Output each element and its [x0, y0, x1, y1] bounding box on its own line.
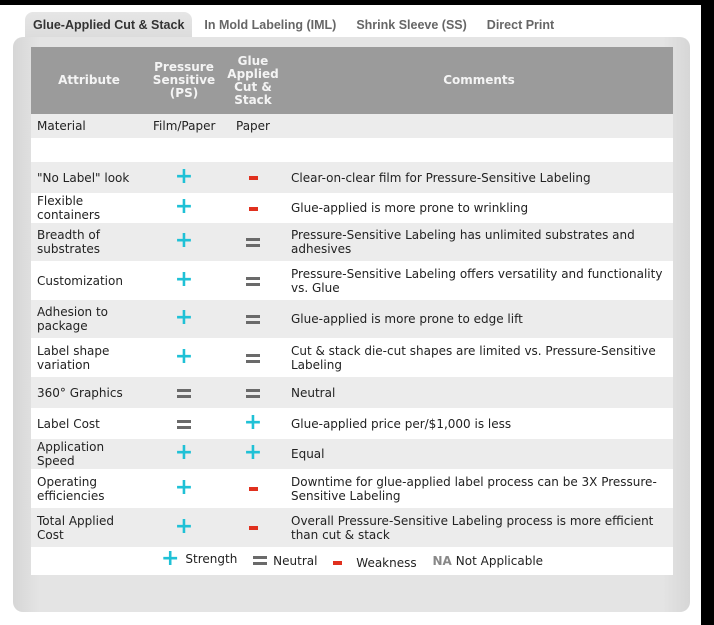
cell-glue-value: Paper — [221, 114, 285, 138]
cell-ps-rating — [147, 338, 221, 377]
tab-shrink-sleeve[interactable]: Shrink Sleeve (SS) — [356, 18, 467, 32]
tab-glue-applied-cut-stack[interactable]: Glue-Applied Cut & Stack — [25, 12, 192, 38]
cell-ps-value: Film/Paper — [147, 114, 221, 138]
cell-attribute: Material — [31, 114, 147, 138]
cell-attribute: "No Label" look — [31, 162, 147, 193]
minus-icon — [249, 176, 258, 180]
minus-icon — [249, 526, 258, 530]
na-icon: NA — [432, 554, 452, 568]
cell-glue-rating — [221, 408, 285, 439]
cell-glue-rating — [221, 508, 285, 547]
table-row — [31, 300, 673, 338]
header-ps-line: Pressure — [154, 60, 214, 74]
minus-icon — [249, 207, 258, 211]
cell-ps-rating — [147, 261, 221, 300]
cell-attribute: Label Cost — [31, 408, 147, 439]
cell-attribute: Breadth of substrates — [31, 223, 147, 261]
plus-icon: + — [174, 228, 194, 253]
table-row — [31, 162, 673, 193]
legend-strength: + Strength — [160, 546, 238, 571]
cell-ps-rating — [147, 439, 221, 469]
cell-ps-rating — [147, 508, 221, 547]
cell-comment: Glue-applied price per/$1,000 is less — [285, 408, 673, 439]
table-row — [31, 193, 673, 223]
equals-icon — [246, 277, 260, 286]
legend-neutral: Neutral — [253, 554, 317, 568]
plus-icon: + — [174, 163, 194, 189]
header-glue-line: Stack — [234, 92, 272, 107]
cell-attribute: Application Speed — [31, 439, 147, 469]
comparison-panel — [13, 37, 690, 612]
cell-ps-rating — [147, 469, 221, 508]
cell-attribute: 360° Graphics — [31, 377, 147, 408]
header-ps-line: Sensitive — [152, 73, 216, 87]
tab-in-mold-labeling[interactable]: In Mold Labeling (IML) — [204, 18, 337, 32]
plus-icon: + — [174, 343, 194, 369]
minus-icon — [333, 561, 342, 565]
header-glue-line: Glue — [237, 53, 269, 68]
plus-icon: + — [174, 305, 194, 330]
cell-glue-rating — [221, 377, 285, 408]
equals-icon — [246, 354, 260, 363]
plus-icon: + — [174, 194, 194, 219]
table-header-row — [31, 47, 673, 114]
cell-comment: Pressure-Sensitive Labeling offers versatility and functionality vs. Glue — [285, 261, 673, 300]
legend-not-applicable: NA Not Applicable — [432, 554, 544, 568]
table-row — [31, 508, 673, 547]
cell-glue-rating — [221, 469, 285, 508]
cell-ps-rating — [147, 223, 221, 261]
table-row — [31, 377, 673, 408]
cell-ps-rating — [147, 408, 221, 439]
equals-icon — [177, 420, 191, 429]
header-comments: Comments — [285, 47, 673, 114]
cell-attribute: Operating efficiencies — [31, 469, 147, 508]
header-pressure-sensitive — [147, 47, 221, 114]
tab-bar — [25, 12, 566, 38]
cell-comment — [285, 114, 673, 138]
plus-icon: + — [174, 266, 194, 292]
table-row — [31, 261, 673, 300]
equals-icon — [246, 389, 260, 398]
cell-ps-rating — [147, 193, 221, 223]
table-spacer-row — [31, 138, 673, 162]
table-row — [31, 439, 673, 469]
equals-icon — [246, 315, 260, 324]
plus-icon: + — [160, 546, 180, 571]
cell-glue-rating — [221, 162, 285, 193]
cell-comment: Cut & stack die-cut shapes are limited vs. Pressure-Sensitive Labeling — [285, 338, 673, 377]
tab-direct-print[interactable]: Direct Print — [486, 18, 555, 32]
plus-icon: + — [174, 440, 194, 465]
plus-icon: + — [174, 513, 194, 539]
cell-glue-rating — [221, 261, 285, 300]
cell-comment: Neutral — [285, 377, 673, 408]
header-glue-applied — [221, 47, 285, 114]
cell-attribute: Flexible containers — [31, 193, 147, 223]
cell-glue-rating — [221, 193, 285, 223]
cell-glue-rating — [221, 300, 285, 338]
cell-comment: Glue-applied is more prone to edge lift — [285, 300, 673, 338]
cell-attribute: Label shape variation — [31, 338, 147, 377]
cell-comment: Glue-applied is more prone to wrinkling — [285, 193, 673, 223]
table-row-material — [31, 114, 673, 138]
cell-comment: Downtime for glue-applied label process can be 3X Pressure-Sensitive Labeling — [285, 469, 673, 508]
header-glue-line: Cut & — [234, 79, 272, 94]
header-attribute: Attribute — [31, 47, 147, 114]
header-ps-line: (PS) — [169, 86, 199, 100]
plus-icon: + — [243, 409, 263, 435]
plus-icon: + — [174, 474, 194, 500]
equals-icon — [253, 556, 267, 565]
cell-attribute: Customization — [31, 261, 147, 300]
cell-glue-rating — [221, 338, 285, 377]
minus-icon — [249, 487, 258, 491]
cell-ps-rating — [147, 300, 221, 338]
cell-attribute: Total Applied Cost — [31, 508, 147, 547]
plus-icon: + — [243, 440, 263, 465]
cell-attribute: Adhesion to package — [31, 300, 147, 338]
legend-weakness: Weakness — [333, 556, 416, 570]
cell-glue-rating — [221, 223, 285, 261]
table-row — [31, 469, 673, 508]
page-canvas — [0, 5, 701, 625]
cell-comment: Overall Pressure-Sensitive Labeling process is more efficient than cut & stack — [285, 508, 673, 547]
cell-comment: Clear-on-clear film for Pressure-Sensitive Labeling — [285, 162, 673, 193]
equals-icon — [246, 238, 260, 247]
comparison-table — [31, 47, 673, 575]
cell-ps-rating — [147, 377, 221, 408]
cell-ps-rating — [147, 162, 221, 193]
cell-comment: Pressure-Sensitive Labeling has unlimited substrates and adhesives — [285, 223, 673, 261]
legend-row — [31, 547, 673, 575]
header-glue-line: Applied — [227, 66, 279, 81]
equals-icon — [177, 389, 191, 398]
cell-glue-rating — [221, 439, 285, 469]
table-row — [31, 223, 673, 261]
cell-comment: Equal — [285, 439, 673, 469]
table-row — [31, 338, 673, 377]
table-row — [31, 408, 673, 439]
